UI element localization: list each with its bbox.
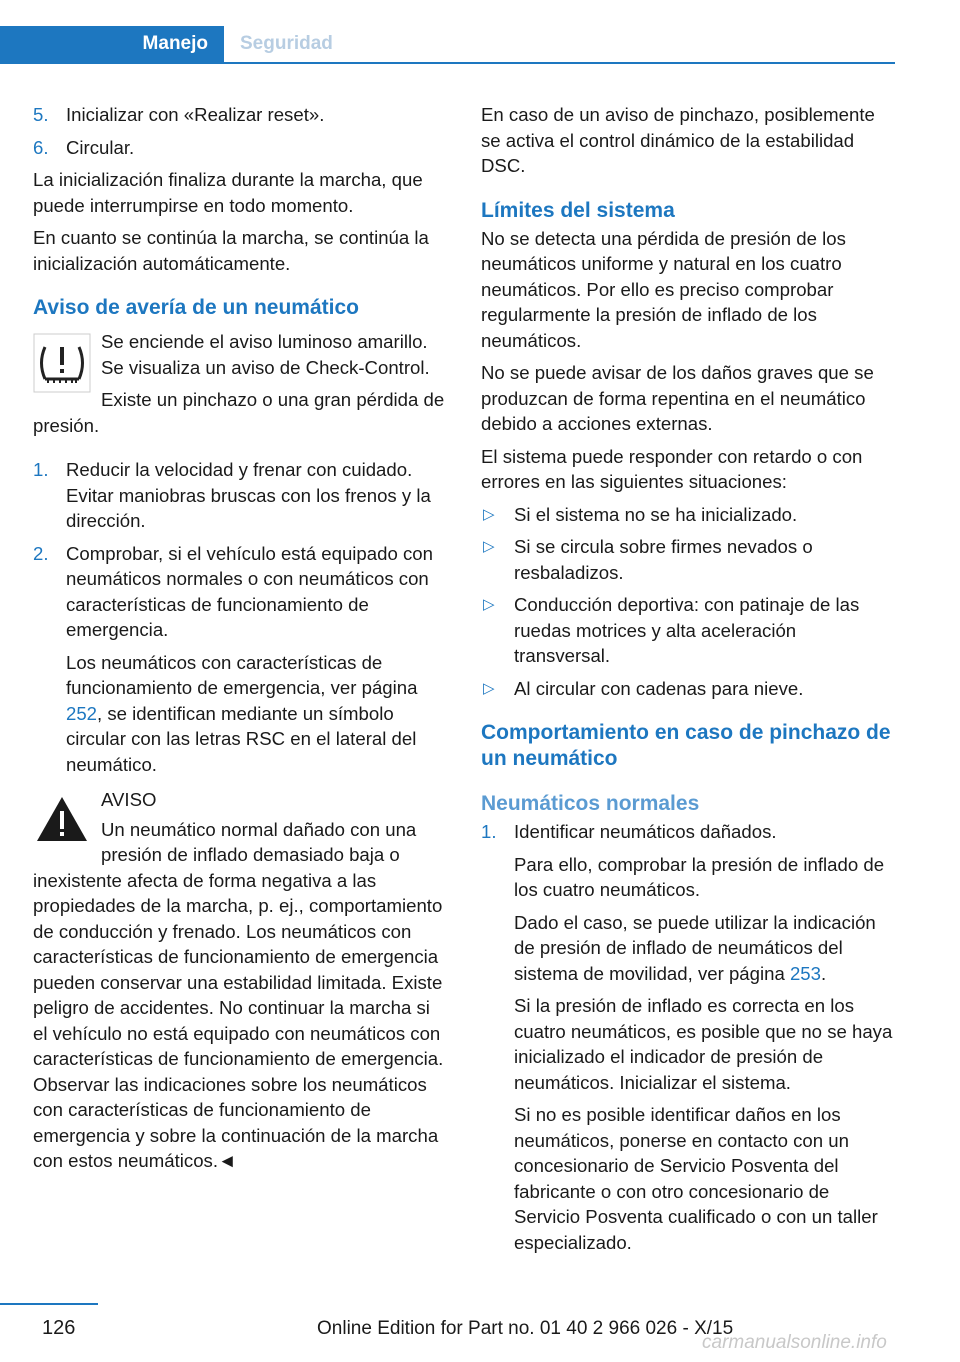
tab-seguridad[interactable]: Seguridad: [240, 33, 333, 54]
step-number: 1.: [33, 459, 49, 480]
paragraph: No se puede avisar de los daños graves que se produzcan de forma repentina en el neumático debido a acciones externas.: [481, 362, 874, 434]
bullet-triangle-icon: ▷: [483, 679, 495, 697]
left-column: [33, 102, 447, 1181]
footer-rule: [0, 1303, 98, 1305]
step-detail: Los neumáticos con características de funcionamiento de emergencia, ver página 252, se identifican mediante un símbolo circular con las letras RSC en el lateral del neumático.: [66, 651, 418, 775]
edition-note: Online Edition for Part no. 01 40 2 966 026 - X/15: [317, 1318, 734, 1339]
list-item: [33, 135, 447, 161]
step-text: Circular.: [66, 136, 135, 158]
page-link-253[interactable]: 253: [789, 962, 821, 984]
step-number: 6.: [33, 136, 49, 158]
paragraph: Existe un pinchazo o una gran pérdida de presión.: [33, 389, 445, 436]
list-item: [33, 541, 447, 643]
step-detail: Para ello, comprobar la presión de inflado de los cuatro neumáticos.: [514, 853, 885, 900]
tire-pressure-warning-icon: [33, 333, 91, 393]
watermark: carmanualsonline.info: [702, 1332, 887, 1353]
paragraph: No se detecta una pérdida de presión de los neumáticos uniforme y natural en los cuatro neumáticos. Por ello es preciso comprobar regularmente la presión de inflado de los neumáticos.: [481, 227, 846, 351]
list-item: ▷ Si el sistema no se ha inicializado.: [481, 502, 896, 528]
heading-aviso: Aviso de avería de un neumático: [33, 296, 359, 319]
list-item: [33, 457, 447, 534]
step-text: Comprobar, si el vehículo está equipado con neumáticos normales o con neumáticos con características de funcionamiento de emergencia.: [66, 542, 433, 640]
paragraph: En cuanto se continúa la marcha, se continúa la inicialización automáticamente.: [33, 227, 429, 274]
step-detail: Dado el caso, se puede utilizar la indicación de presión de inflado de neumáticos del sistema de movilidad, ver página 253.: [514, 911, 876, 984]
warning-title: AVISO: [101, 789, 157, 810]
step-detail: Si no es posible identificar daños en los neumáticos, ponerse en contacto con un concesionario de Servicio Posventa del fabricante o con otro concesionario de Servicio Posventa cualificado o con un taller especializado.: [514, 1104, 878, 1253]
aviso-block: [33, 329, 447, 445]
step-text: Reducir la velocidad y frenar con cuidado. Evitar maniobras bruscas con los frenos y la dirección.: [66, 459, 431, 531]
warning-triangle-icon: [33, 791, 91, 847]
paragraph: Se enciende el aviso luminoso amarillo. Se visualiza un aviso de Check-Control.: [101, 331, 430, 378]
bullet-triangle-icon: ▷: [483, 505, 495, 523]
list-item: ▷ Si se circula sobre firmes nevados o resbaladizos.: [483, 536, 813, 583]
list-item: ▷ Conducción deportiva: con patinaje de las ruedas motrices y alta aceleración transversal.: [483, 594, 860, 666]
tab-manejo[interactable]: Manejo: [0, 26, 224, 62]
page-link-252[interactable]: 252: [66, 702, 98, 724]
heading-limites: Límites del sistema: [481, 198, 675, 222]
paragraph: La inicialización finaliza durante la marcha, que puede interrumpirse en todo momento.: [33, 169, 423, 216]
paragraph: En caso de un aviso de pinchazo, posiblemente se activa el control dinámico de la estabilidad DSC.: [481, 104, 875, 176]
warning-block: [33, 787, 447, 1174]
bullet-triangle-icon: ▷: [483, 596, 495, 613]
step-number: 2.: [33, 542, 49, 564]
chapter-tabs: [0, 26, 895, 64]
heading-normales: Neumáticos normales: [481, 792, 700, 815]
list-item: [481, 819, 896, 845]
warning-text: Un neumático normal dañado con una presión de inflado demasiado baja o inexistente afecta de forma negativa a las propiedades de la marcha, p. ej., comportamiento de conducción y frenado. Los neumáticos con características de funcionamiento de emergencia pueden conservar una estabilidad limitada. Existe peligro de accidentes. No continuar la marcha si el vehículo no está equipado con neumáticos con características de funcionamiento de emergencia. Observar las indicaciones sobre los neumáticos con características de funcionamiento de emergencia y sobre la continuación de la marcha con estos neumáticos.◄: [33, 818, 444, 1171]
list-item: ▷ Al circular con cadenas para nieve.: [481, 676, 896, 702]
list-item: [33, 102, 447, 128]
page-number: 126: [42, 1317, 76, 1339]
step-detail: Si la presión de inflado es correcta en los cuatro neumáticos, es posible que no se haya inicializado el indicador de presión de neumáticos. Inicializar el sistema.: [514, 995, 893, 1093]
step-text: Inicializar con «Realizar reset».: [66, 104, 325, 125]
step-text: Identificar neumáticos dañados.: [514, 821, 777, 842]
step-number: 5.: [33, 104, 49, 125]
paragraph: El sistema puede responder con retardo o con errores en las siguientes situaciones:: [481, 445, 863, 492]
heading-comportamiento: Comportamiento en caso de pinchazo de un neumático: [481, 721, 891, 770]
step-number: 1.: [481, 821, 497, 842]
bullet-triangle-icon: ▷: [483, 538, 495, 555]
right-column: [481, 102, 896, 1262]
